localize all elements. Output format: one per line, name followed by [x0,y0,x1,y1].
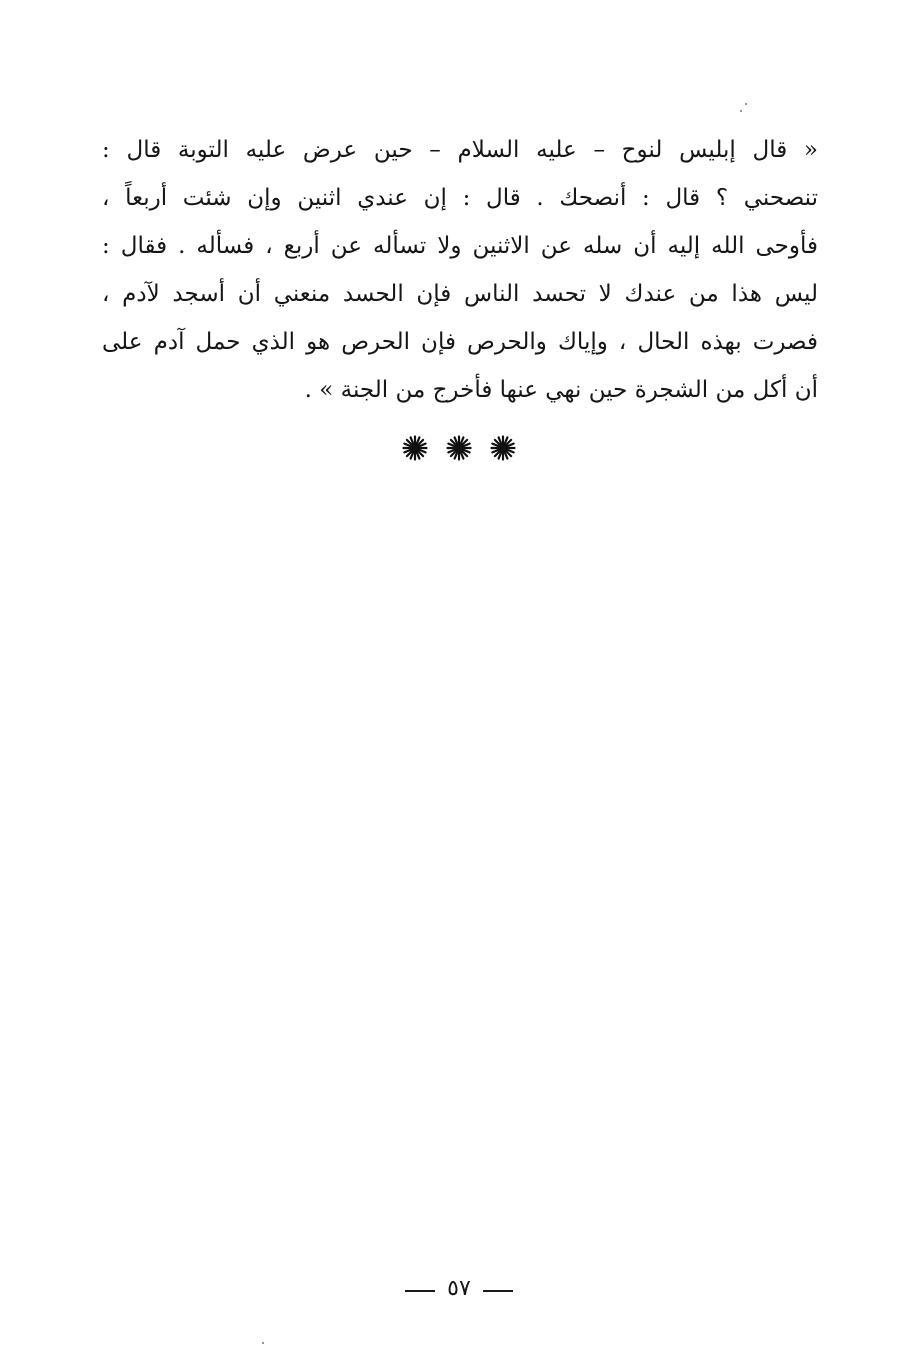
asterisk-star-icon [402,435,428,461]
section-divider [0,428,918,468]
footer-dash-right [483,1290,513,1292]
text-line-6: أن أكل من الشجرة حين نهي عنها فأخرج من الجنة » . [304,377,818,403]
text-line-2: تنصحني ؟ قال : أنصحك . قال : إن عندي اثنين وإن شئت أربعاً ، [102,185,818,211]
footer-dash-left [405,1290,435,1292]
page-number: ٥٧ [447,1275,471,1301]
scan-speck [740,110,742,112]
asterisk-star-icon [446,435,472,461]
page-footer [0,1268,918,1308]
text-line-5: فصرت بهذه الحال ، وإياك والحرص فإن الحرص هو الذي حمل آدم على [102,329,818,355]
scan-speck [262,1342,264,1344]
text-line-3: فأوحى الله إليه أن سله عن الاثنين ولا تسأله عن أربع ، فسأله . فقال : [102,233,818,259]
asterisk-star-icon [490,435,516,461]
text-line-4: ليس هذا من عندك لا تحسد الناس فإن الحسد منعني أن أسجد لآدم ، [102,281,818,307]
scan-speck [745,103,747,105]
body-text [102,126,818,414]
text-line-1: « قال إبليس لنوح – عليه السلام – حين عرض عليه التوبة قال : [102,137,818,163]
